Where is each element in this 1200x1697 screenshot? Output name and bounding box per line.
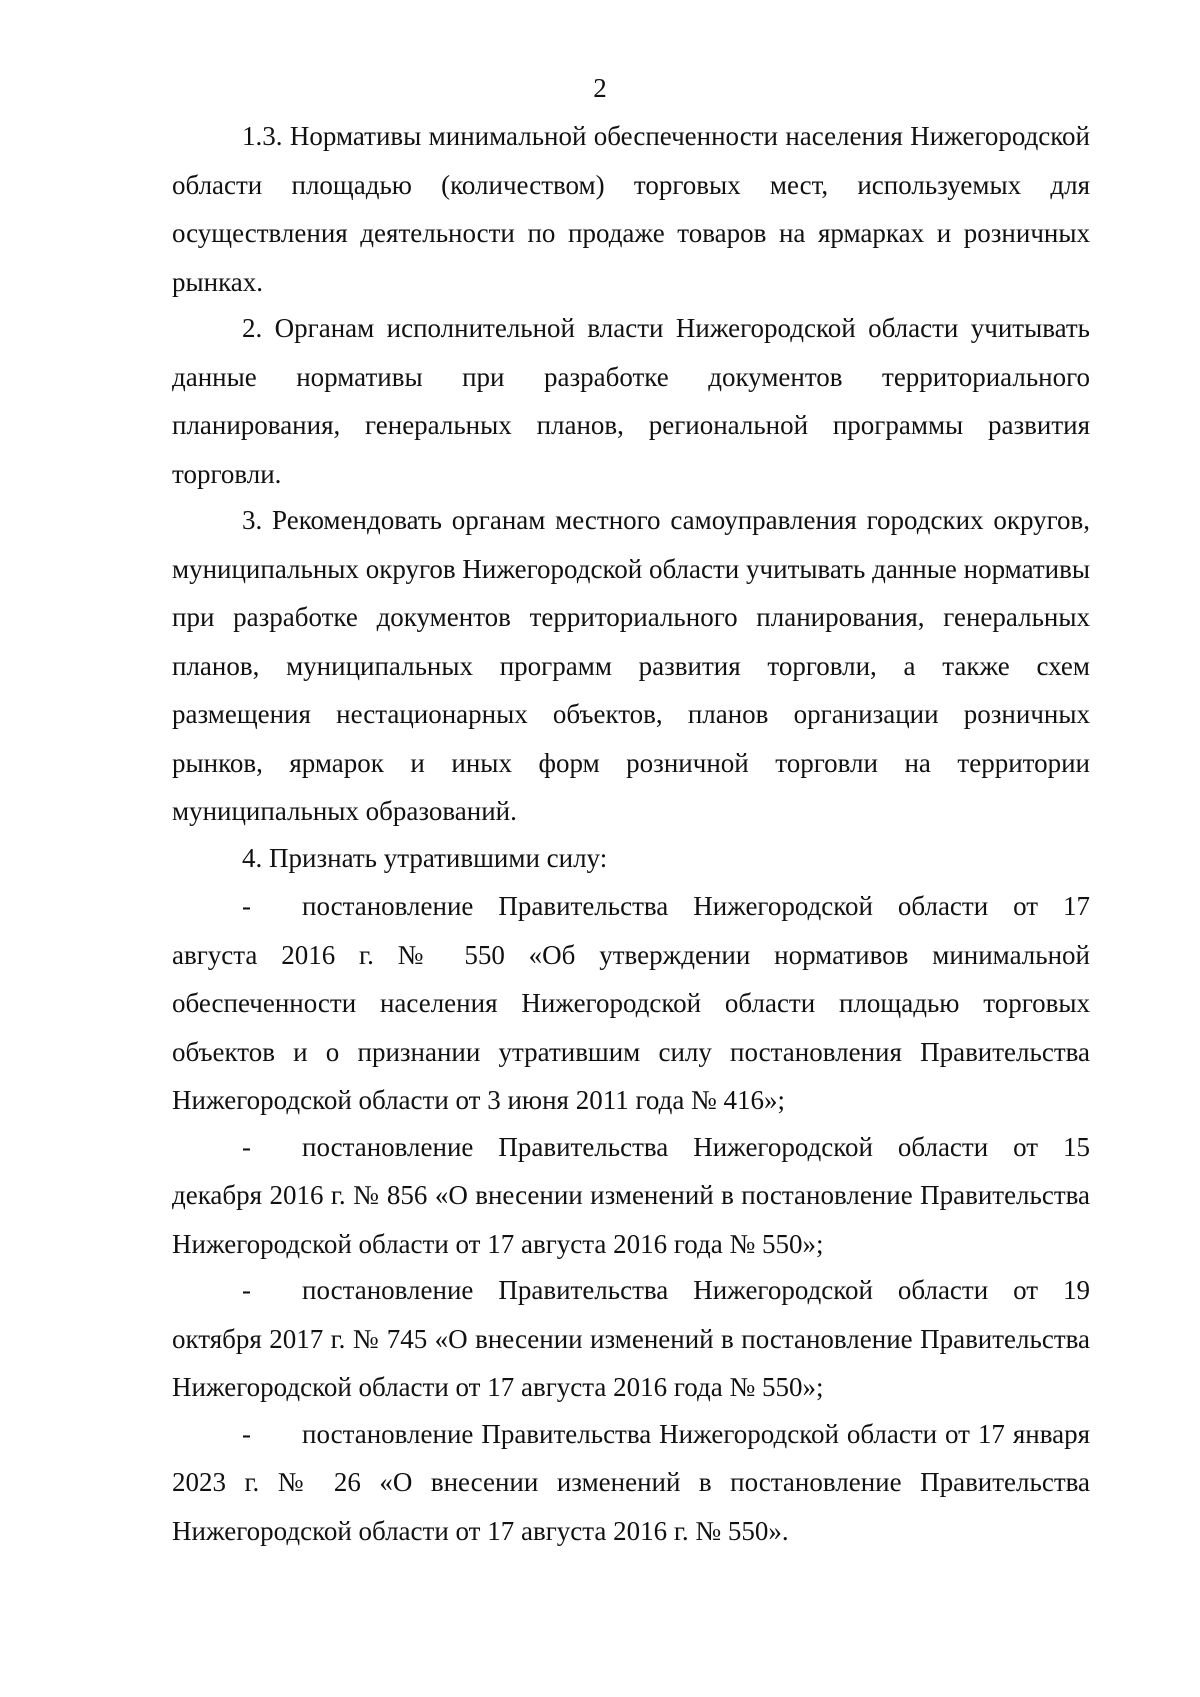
list-dash: -: [242, 1275, 251, 1305]
repealed-item-text: постановление Правительства Нижегородской области от 19 октября 2017 г. № 745 «О внесении изменений в постановление Правительства Нижегородской области от 17 августа 2016 года № 550»;: [172, 1275, 1090, 1402]
document-body: [172, 112, 1090, 1555]
paragraph-2: 2. Органам исполнительной власти Нижегородской области учитывать данные нормативы при разработке документов территориального планирования, генеральных планов, региональной программы развития торговли.: [172, 313, 1090, 489]
paragraph-4: 4. Признать утратившими силу:: [242, 842, 608, 873]
repealed-item-2: [172, 1123, 1090, 1269]
repealed-item-text: постановление Правительства Нижегородской области от 17 августа 2016 г. № 550 «Об утверждении нормативов минимальной обеспеченности населения Нижегородской области площадью торговых объектов и о признании утратившим силу постановления Правительства Нижегородской области от 3 июня 2011 года № 416»;: [172, 891, 1090, 1115]
repealed-item-4: [172, 1410, 1090, 1556]
paragraph-1-3: 1.3. Нормативы минимальной обеспеченности населения Нижегородской области площадью (количеством) торговых мест, используемых для осуществления деятельности по продаже товаров на ярмарках и розничных рынках.: [172, 121, 1090, 297]
repealed-item-3: [172, 1266, 1090, 1412]
repealed-item-text: постановление Правительства Нижегородской области от 17 января 2023 г. № 26 «О внесении изменений в постановление Правительства Нижегородской области от 17 августа 2016 г. № 550».: [172, 1418, 1090, 1546]
list-dash: -: [242, 1131, 251, 1162]
paragraph-3: 3. Рекомендовать органам местного самоуправления городских округов, муниципальных округов Нижегородской области учитывать данные нормативы при разработке документов территориального планирования, генеральных планов, муниципальных программ развития торговли, а также схем размещения нестационарных объектов, планов организации розничных рынков, ярмарок и иных форм розничной торговли на территории муниципальных образований.: [172, 505, 1090, 826]
repealed-item-text: постановление Правительства Нижегородской области от 15 декабря 2016 г. № 856 «О внесении изменений в постановление Правительства Нижегородской области от 17 августа 2016 года № 550»;: [172, 1131, 1090, 1259]
page-number: 2: [593, 73, 607, 103]
list-dash: -: [242, 1418, 251, 1449]
list-dash: -: [242, 891, 251, 921]
repealed-item-1: [172, 882, 1090, 1125]
